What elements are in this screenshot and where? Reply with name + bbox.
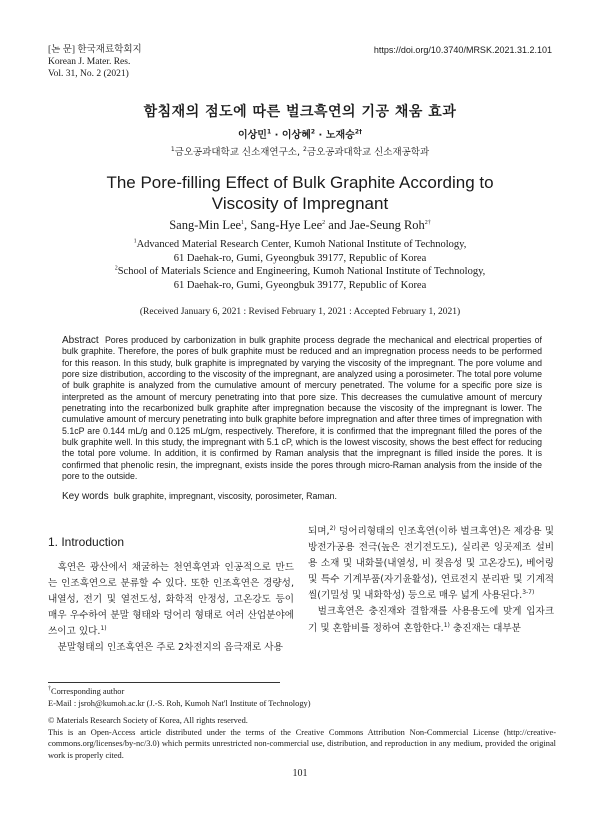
open-access-notice: This is an Open-Access article distributed under the terms of the Creative Commons Attribution Non-Commercial License (http://creative-commons.org/licenses/by-nc/3.0) which permits unrestricted non-commercial use, distribution, and reproduction in any medium, provided the original work is properly cited. [48,727,556,760]
doi-link[interactable]: https://doi.org/10.3740/MRSK.2021.31.2.101 [373,45,552,55]
abstract [62,335,542,482]
english-authors: Sang-Min Lee$^1$, Sang-Hye Lee$^2$ and Jae-Seung Roh$^{2\dagger}$ [169,218,431,232]
copyright: © Materials Research Society of Korea, All rights reserved. [48,716,248,726]
email: E-Mail : jsroh@kumoh.ac.kr (J.-S. Roh, Kumoh Nat'l Institute of Technology) [48,698,311,708]
abstract-text: Pores produced by carbonization in bulk graphite process degrade the mechanical and electrical properties of bulk graphite. Therefore, the pores of bulk graphite must be reduced and an impregnation process needs to be performed for this reason. In this study, bulk graphite is impregnated by varying the viscosity of the impregnant. The pore volume and pore size distribution, according to the viscosity of the impregnant, are analyzed using a porosimeter. The total pore volume of bulk graphite is analyzed from the cumulative amount of mercury penetrated. The volume for a specific pore size is interpreted as the amount of mercury penetrating into that pore size. This decreases the cumulative amount of mercury penetrating into the recarbonized bulk graphite after impregnation because the viscosity of the impregnant is lower. The cumulative amount of mercury penetrating into bulk graphite before impregnation and after three times of impregnation with 5.1cP are 0.144 mL/g and 0.125 mL/gm, respectively. Therefore, it is confirmed that the impregnant filled the pores of the bulk graphite well. In this study, the impregnant with 5.1 cP, which is the lowest viscosity, shows the best effect for reducing the total pore volume. In addition, it is confirmed by Raman analysis that the impregnant is filled inside the pores. It is confirmed that phenolic resin, the impregnant, exists inside the pores through micro-Raman analysis from the inside of the pore to the outside. [62,335,542,482]
english-affiliations: $^1$Advanced Material Research Center, Kumoh National Institute of Technology, 61 Daehak-ro, Gumi, Gyeongbuk 39177, Republic of Korea $^2$School of Materials Science and Engineering, Kumoh National Institute of Technology, 61 Daehak-ro, Gumi, Gyeongbuk 39177, Republic of Korea [114,238,486,291]
body-column-left [48,560,294,657]
keywords [62,491,542,502]
page-number: 101 [292,768,308,779]
journal-volume: Vol. 31, No. 2 (2021) [48,69,129,79]
received-dates: (Received January 6, 2021 : Revised February 1, 2021 : Accepted February 1, 2021) [139,307,461,317]
paragraph: 되며,$^{2)}$ 덩어리형태의 인조흑연(이하 벌크흑연)은 제강용 및 방전가공용 전극(높은 전기전도도), 실리콘 잉곳제조 설비용 소재 및 내화물(내열성, 비 젖음성 및 고온강도), 베어링 및 특수 기계부품(자기윤활성), 연료전지 분리판 및 기계적 씰(기밀성 및 내화학성) 등으로 매우 넓게 사용된다.$^{3-7)}$ [308,524,554,602]
corresponding-author: †Corresponding author [48,686,125,696]
footnote-divider [48,682,280,683]
footnotes [48,686,556,762]
keywords-text: bulk graphite, impregnant, viscosity, porosimeter, Raman. [113,491,337,501]
journal-info [48,44,142,80]
english-title: The Pore-filling Effect of Bulk Graphite According to Viscosity of Impregnant [106,173,494,213]
korean-affiliations: $^1$금오공과대학교 신소재연구소, $^2$금오공과대학교 신소재공학과 [170,145,430,158]
paragraph: 분말형태의 인조흑연은 주로 2차전지의 음극재로 사용 [57,642,283,654]
keywords-label: Key words [62,491,109,502]
body-column-right [308,524,554,637]
journal-name-english: Korean J. Mater. Res. [48,57,131,67]
section-heading-introduction: 1. Introduction [48,535,125,549]
journal-name-korean: [논 문] 한국재료학회지 [48,45,142,55]
paragraph: 벌크흑연은 충진재와 결합재를 사용용도에 맞게 입자크기 및 혼합비를 정하여 혼합한다.$^{1)}$ 충진재는 대부분 [308,606,554,634]
korean-title: 함침재의 점도에 따른 벌크흑연의 기공 채움 효과 [143,104,457,120]
paragraph: 흑연은 광산에서 채굴하는 천연흑연과 인공적으로 만드는 인조흑연으로 분류할 수 있다. 또한 인조흑연은 경량성, 내열성, 전기 및 열전도성, 화학적 안정성, 고온강도 등이 매우 우수하여 분말 형태와 덩어리 형태로 여러 산업분야에 쓰이고 있다.$^{1)}$ [48,562,294,638]
korean-authors: 이상민$^1$ · 이상혜$^2$ · 노재승$^{2\dagger}$ [237,128,363,141]
abstract-label: Abstract [62,335,99,346]
